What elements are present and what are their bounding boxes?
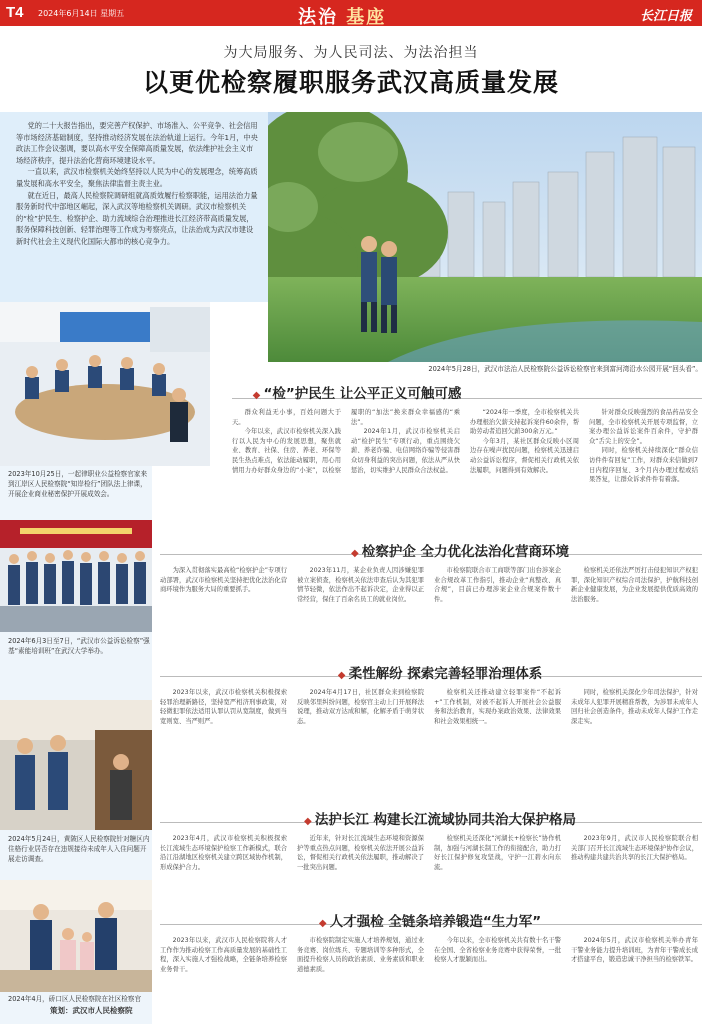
page-number: T4	[6, 4, 24, 21]
section-body-yangtze	[160, 834, 698, 902]
section-heading-text: 柔性解纷 探索完善轻罪治理体系	[348, 666, 543, 682]
section-heading-text: 检察护企 全力优化法治化营商环境	[361, 544, 570, 560]
paragraph: 2023年9月，武汉市人民检察院联合相关部门召开长江流域生态环境保护协作会议，推动构建共建共治共享的长江大保护格局。	[571, 835, 698, 862]
headline: 以更优检察履职服务武汉高质量发展	[142, 68, 559, 97]
paragraph: 今年以来，全市检察机关共有数十名干警在全国、全省检察业务竞赛中获得荣誉，一批检察人才脱颖而出。	[434, 937, 561, 964]
credit-line: 策划：武汉市人民检察院	[50, 1006, 133, 1015]
section-title-a: 法治	[298, 7, 338, 28]
section-heading-yangtze: ◆ 法护长江 构建长江流域协同共治大保护格局	[303, 812, 577, 828]
top-photo-caption: 2024年5月28日，武汉市法治人民检察院公益诉讼检察官来到富河湾沿水公园开展“回头看”。	[428, 365, 702, 373]
section-body-livelihood	[232, 408, 698, 533]
paragraph: 针对群众反映强烈的食品药品安全问题，全市检察机关开展专项监督，立案办理公益诉讼案件百余件，守护群众“舌尖上的安全”。	[589, 409, 698, 445]
meeting-photo	[0, 302, 210, 466]
paragraph: 2024年1月，武汉市检察机关启动“检护民生”专项行动，重点围绕欠薪、养老诈骗、电信网络诈骗等侵害群众切身利益的突出问题，依法从严从快惩治，切实维护人民群众合法权益。	[351, 428, 460, 474]
section-heading-text: “检”护民生 让公平正义可触可感	[263, 386, 462, 402]
top-photo	[268, 112, 702, 362]
section-heading-text: 人才强检 全链条培养锻造“生力军”	[329, 914, 542, 930]
skyline-photo-image	[268, 112, 702, 362]
inspection-photo-caption: 2024年5月24日，黄陂区人民检察院针对糖区内住格行业居否存在违规接待未成年人入住问题开展走访调查。	[8, 835, 150, 863]
section-heading-enterprise: ◆ 检察护企 全力优化法治化营商环境	[350, 544, 570, 560]
issue-date: 2024年6月14日 星期五	[38, 9, 125, 18]
section-title	[298, 3, 386, 29]
lead-paragraph: 一直以来，武汉市检察机关始终坚持以人民为中心的发展理念，统筹高质量发展和高水平安全，聚焦法律监督主责主业。	[16, 167, 258, 188]
paragraph: 今年以来，武汉市检察机关深入践行以人民为中心的发展思想，聚焦就业、教育、社保、住房、养老、环保等民生热点难点，依法能动履职，用心用情用力办好群众身边的“小案”，以检察履职的“加法”换来群众幸福感的“乘法”。	[232, 409, 460, 474]
section-body-talent	[160, 936, 698, 1020]
paragraph: 同时，检察机关持续深化“群众信访件件有回复”工作，对群众来信做到7日内程序回复、3个月内办理过程或结果答复，让群众诉求件件有着落。	[589, 447, 698, 484]
paragraph: 2023年以来，武汉市人民检察院将人才工作作为推动检察工作高质量发展的基础性工程，深入实施人才强检战略，全链条培养检察业务骨干。	[160, 937, 287, 973]
paragraph: “2024年一季度，全市检察机关共办理根治欠薪支持起诉案件60余件，帮助劳动者追回欠薪300余万元。”	[470, 409, 579, 436]
subtitle: 为大局服务、为人民司法、为法治担当	[223, 45, 479, 61]
paragraph: 2023年以来，武汉市检察机关积极探索轻罪治理新路径，坚持宽严相济刑事政策，对轻微犯罪依法适用认罪认罚从宽制度，做到当宽则宽、当严则严。	[160, 689, 287, 725]
community-photo	[0, 880, 152, 992]
meeting-photo-image	[0, 302, 210, 466]
newspaper-logo: 长江日报	[639, 9, 692, 24]
section-heading-text: 法护长江 构建长江流域协同共治大保护格局	[314, 812, 577, 828]
lead-paragraph: 党的二十大报告指出，要完善产权保护、市场准入、公平竞争、社会信用等市场经济基础制度，坚持推动经济发展在法治轨道上运行。今年1月，中央政法工作会议强调，要以高水平安全保障高质量发展，依法维护社会主义市场经济秩序，提升法治化营商环境建设水平。	[16, 121, 258, 165]
section-heading-livelihood: ◆ “检”护民生 让公平正义可触可感	[252, 386, 462, 402]
section-title-b: 基座	[346, 7, 387, 28]
community-photo-image	[0, 880, 152, 992]
training-photo-image	[0, 520, 152, 632]
paragraph: 同时，检察机关深化少年司法保护，针对未成年人犯罪开展精准帮教，为涉罪未成年人回归社会创造条件，推动未成年人保护工作走深走实。	[571, 689, 698, 725]
paragraph: 检察机关还推动建立轻罪案件“不起诉+”工作机制，对被不起诉人开展社会公益服务和法治教育，实现办案政治效果、法律效果和社会效果相统一。	[434, 689, 561, 725]
paragraph: 2023年11月，某企业负责人因涉嫌犯罪被立案侦查，检察机关依法审查后认为其犯罪情节轻微，依法作出不起诉决定，企业得以正常经营，保住了百余名员工的就业岗位。	[297, 567, 424, 603]
paragraph: 市检察院联合市工商联等部门出台涉案企业合规改革工作指引，推动企业“真整改、真合规”，目前已办理涉案企业合规案件数十件。	[434, 567, 561, 603]
paragraph: 为深入贯彻落实最高检“检察护企”专项行动部署，武汉市检察机关坚持把优化法治化营商环境作为服务大局的重要抓手。	[160, 567, 287, 594]
inspection-photo-image	[0, 700, 152, 830]
paragraph: 市检察院制定实施人才培养规划，通过业务竞赛、岗位练兵、专题培训等多种形式，全面提升检察人员的政治素质、业务素质和职业道德素质。	[297, 937, 424, 973]
paragraph: 2024年4月17日，社区群众来到检察院反映邻里纠纷问题，检察官主动上门开展释法说理，推动双方达成和解，化解矛盾于萌芽状态。	[297, 689, 424, 725]
section-body-misdemeanor	[160, 688, 698, 793]
meeting-photo-caption: 2023年10月25日，一起律职业公益检察官家来到江岸区人民检察院“知岸检行”团队法上律课，开展企业商业秘密保护开展成效会。	[8, 470, 148, 498]
training-photo	[0, 520, 152, 632]
training-photo-caption: 2024年6月3日至7日，“武汉市公益诉讼检察”强基“素能培训班”在武汉大学举办。	[8, 637, 150, 655]
paragraph: 检察机关还依法严厉打击侵犯知识产权犯罪，深化知识产权综合司法保护，护航科技创新企业健康发展，为企业发展提供优质高效的法治服务。	[571, 567, 698, 603]
paragraph: 检察机关还深化“河湖长+检察长”协作机制，加强与河湖长制工作的衔接配合，助力打好长江保护修复攻坚战，守护一江碧水向东流。	[434, 835, 561, 871]
paragraph: 2023年4月，武汉市检察机关积极探索长江流域生态环境保护检察工作新模式，联合沿江沿湖地区检察机关建立跨区域协作机制，形成保护合力。	[160, 835, 287, 871]
section-heading-misdemeanor: ◆ 柔性解纷 探索完善轻罪治理体系	[337, 666, 543, 682]
lead-box	[0, 112, 268, 302]
section-heading-talent: ◆ 人才强检 全链条培养锻造“生力军”	[318, 914, 542, 930]
paragraph: 群众利益无小事，百姓问题大于天。	[232, 409, 341, 426]
paragraph: 今年3月，某社区群众反映小区周边存在噪声扰民问题，检察机关迅速启动公益诉讼程序，督促相关行政机关依法履职，问题得到有效解决。	[470, 437, 579, 474]
paragraph: 2024年5月，武汉市检察机关举办青年干警业务能力提升培训班，为青年干警成长成才搭建平台，锻造忠诚干净担当的检察铁军。	[571, 937, 698, 964]
masthead	[0, 0, 702, 26]
lead-paragraph: 就在近日，最高人民检察院调研组就高质效履行检察职能，运用法治力量服务新时代中部地区崛起，深入武汉等地检察机关调研。武汉市检察机关的“检”护民生、检察护企、助力流域综合治理推进长江经济带高质量发展，服务保障科技创新、轻罪治理等工作成为考察亮点，让法治成为武汉市建设新时代社会主义现代化国际大都市的核心竞争力。	[16, 190, 258, 246]
inspection-photo	[0, 700, 152, 830]
section-body-enterprise	[160, 566, 698, 648]
paragraph: 近年来，针对长江流域生态环境和资源保护等重点热点问题，检察机关依法开展公益诉讼，督促相关行政机关依法履职，推动解决了一批突出问题。	[297, 835, 424, 871]
community-photo-caption: 2024年4月，硚口区人民检察院在社区检察官	[8, 995, 142, 1003]
